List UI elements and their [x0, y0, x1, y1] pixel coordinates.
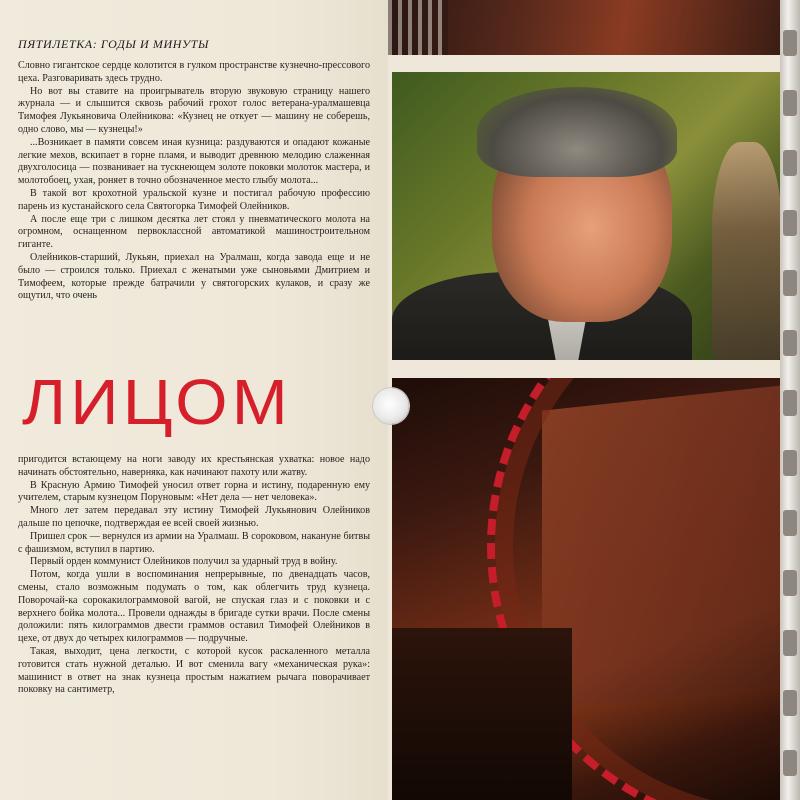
paragraph: Первый орден коммунист Олейников получил за ударный труд в войну.	[30, 556, 338, 568]
paragraph: Пришел срок — вернулся из армии на Уралмаш. В сороковом, накануне битвы с фашизмом, вступил в партию.	[18, 530, 370, 555]
record-center-hole	[373, 388, 409, 424]
paragraph: Потом, когда ушли в воспоминания непрерывные, по двенадцать часов, смены, стало возможным подумать о том, как облегчить труд кузнеца. Поворочай-ка сорокакилограммовой вагой, не спуская глаз и с поковки и с верхнего бойка молота... Провели однажды в бригаде сутки врачи. После смены доложили: пять килограммов двести граммов оставил Тимофей Олейников в цехе, от двух до четырех килограммов — подручные.	[18, 569, 370, 645]
binding-slot	[783, 570, 797, 596]
headline: ЛИЦОМ	[22, 366, 292, 438]
paragraph: Но вот вы ставите на проигрыватель вторую звуковую страницу нашего журнала — и слышится сквозь рабочий грохот голос ветерана-уралмашевца Тимофея Лукьяновича Олейникова: «Кузнец не откует — машину не соберешь, одно слово, мы — кузнецы!»	[18, 85, 370, 135]
binding-slot	[783, 150, 797, 176]
forge-gear-photo	[392, 378, 780, 800]
paragraph: В такой вот крохотной уральской кузне и постигал рабочую профессию парень из кустанайского села Святогорка Тимофей Олейников.	[18, 187, 370, 212]
binding-slot	[783, 690, 797, 716]
section-kicker: ПЯТИЛЕТКА: ГОДЫ И МИНУТЫ	[18, 37, 210, 51]
binding-slot	[783, 510, 797, 536]
binding-slot	[783, 30, 797, 56]
background-person	[712, 142, 780, 360]
spiral-binding	[780, 0, 800, 800]
binding-slot	[783, 390, 797, 416]
binding-slot	[783, 330, 797, 356]
paragraph: В Красную Армию Тимофей уносил ответ горна и истину, подаренную ему учителем, старым кузнецом Поруновым: «Нет дела — нет человека».	[18, 479, 370, 504]
binding-slot	[783, 630, 797, 656]
paragraph: Олейников-старший, Лукьян, приехал на Уралмаш, когда завода еще и не было — строился только. Приехал с женатыми уже сыновьями Дмитрием и Тимофеем, которые прежде батрачили у святогорских кулаков, и сразу же ощутил, что очень	[18, 251, 370, 302]
machinery	[392, 628, 572, 800]
paragraph: ...Возникает в памяти совсем иная кузница: раздуваются и опадают кожаные легкие мехов, вскипает в горне пламя, и выводит древнюю мелодию слаженная двухголосица — позванивает на тускнеющем золоте поковки молоток мастера, и молотобоец, ухая, роняет в точно обозначенное место глыбу молота...	[18, 136, 370, 187]
top-photo-strip	[388, 0, 780, 55]
binding-slot	[783, 270, 797, 296]
article-text-bottom	[18, 454, 370, 697]
paragraph: Словно гигантское сердце колотится в гулком пространстве кузнечно-прессового цеха. Разговаривать здесь трудно.	[18, 60, 370, 84]
hair	[477, 87, 677, 177]
paragraph: А после еще три с лишком десятка лет стоял у пневматического молота на огромном, оснащенном первоклассной автоматикой машиностроительном гиганте.	[18, 213, 370, 251]
article-text-top	[18, 60, 370, 303]
binding-slot	[783, 210, 797, 236]
text-column	[0, 0, 388, 800]
binding-slot	[783, 90, 797, 116]
binding-slot	[783, 750, 797, 776]
paragraph: Много лет затем передавал эту истину Тимофей Лукьянович Олейников дальше по цепочке, подтверждая ее всей своей жизнью.	[18, 505, 370, 529]
binding-slot	[783, 450, 797, 476]
portrait-photo	[392, 72, 780, 360]
paragraph: Такая, выходит, цена легкости, с которой кусок раскаленного металла готовится стать нужной деталью. И вот сменила вагу «механическая рука»: машинист в ответ на знак кузнеца простым нажатием рычага поворачивает поковку на сантиметр,	[18, 645, 370, 696]
paragraph: пригодится встающему на ноги заводу их крестьянская ухватка: новое надо начинать обстоятельно, наверняка, как начинают пахоту или жатву.	[18, 454, 370, 478]
